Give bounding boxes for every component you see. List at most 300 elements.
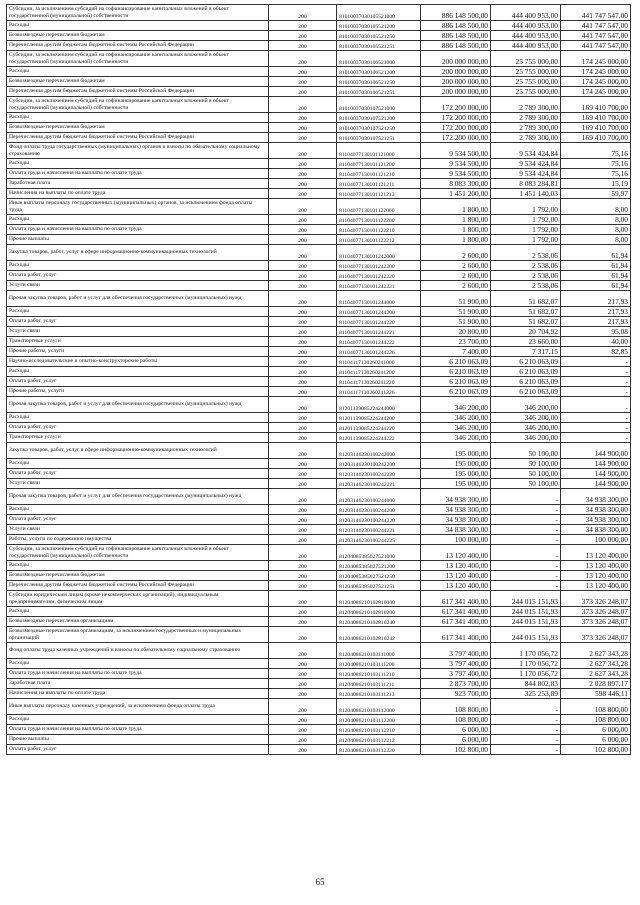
row-name-cell: Расходы — [7, 261, 269, 271]
line-code-cell: 200 — [269, 337, 337, 347]
row-name-cell: Субсидии, за исключением субсидий на софинансирование капитальных вложений в объект государственной (муниципальной) собственности — [7, 51, 269, 67]
budget-code-cell: 81104077130101121000 — [337, 143, 421, 159]
executed-amount-cell: 444 400 953,00 — [491, 41, 561, 51]
approved-amount-cell: 108 800,00 — [421, 699, 491, 715]
executed-amount-cell: - — [491, 735, 561, 745]
table-row — [7, 5, 631, 21]
line-code-cell: 200 — [269, 627, 337, 643]
document-page — [6, 4, 630, 755]
budget-code-cell: 81010037030107521000 — [337, 97, 421, 113]
unexecuted-amount-cell: - — [561, 433, 631, 443]
line-code-cell: 200 — [269, 347, 337, 357]
line-code-cell: 200 — [269, 215, 337, 225]
row-name-cell: Услуги связи — [7, 479, 269, 489]
table-row — [7, 215, 631, 225]
executed-amount-cell: 50 100,00 — [491, 459, 561, 469]
unexecuted-amount-cell: 34 938 300,00 — [561, 489, 631, 505]
table-row — [7, 433, 631, 443]
unexecuted-amount-cell: - — [561, 357, 631, 367]
line-code-cell: 200 — [269, 505, 337, 515]
executed-amount-cell: 444 400 953,00 — [491, 31, 561, 41]
executed-amount-cell: 2 789 300,00 — [491, 113, 561, 123]
unexecuted-amount-cell: 95,08 — [561, 327, 631, 337]
budget-code-cell: 81203146230100244221 — [337, 525, 421, 535]
approved-amount-cell: 195 000,00 — [421, 443, 491, 459]
line-code-cell: 200 — [269, 261, 337, 271]
budget-code-cell: 81104117130260241200 — [337, 367, 421, 377]
unexecuted-amount-cell: - — [561, 423, 631, 433]
executed-amount-cell: 346 200,00 — [491, 413, 561, 423]
row-name-cell: Перечисления другим бюджетам бюджетной системы Российской Федерации — [7, 41, 269, 51]
budget-code-cell: 81203146230100242221 — [337, 479, 421, 489]
line-code-cell: 200 — [269, 607, 337, 617]
line-code-cell: 200 — [269, 245, 337, 261]
row-name-cell: Расходы — [7, 659, 269, 669]
executed-amount-cell: 6 210 063,09 — [491, 377, 561, 387]
executed-amount-cell: 2 789 300,00 — [491, 123, 561, 133]
table-row — [7, 123, 631, 133]
executed-amount-cell: - — [491, 745, 561, 755]
budget-code-cell: 81204086210102810000 — [337, 591, 421, 607]
row-name-cell: Расходы — [7, 21, 269, 31]
approved-amount-cell: 6 210 063,09 — [421, 357, 491, 367]
budget-code-cell: 81104077130101121213 — [337, 189, 421, 199]
budget-code-cell: 81010037030107521251 — [337, 133, 421, 143]
table-row — [7, 561, 631, 571]
budget-code-cell: 81204086210103111000 — [337, 643, 421, 659]
approved-amount-cell: 1 451 200,00 — [421, 189, 491, 199]
unexecuted-amount-cell: 75,16 — [561, 169, 631, 179]
executed-amount-cell: - — [491, 715, 561, 725]
unexecuted-amount-cell: 102 800,00 — [561, 745, 631, 755]
budget-code-cell: 81201139085224244200 — [337, 413, 421, 423]
approved-amount-cell: 2 600,00 — [421, 261, 491, 271]
table-row — [7, 443, 631, 459]
budget-code-cell: 81203146230100242000 — [337, 443, 421, 459]
line-code-cell: 200 — [269, 97, 337, 113]
budget-code-cell: 81104077130101244222 — [337, 337, 421, 347]
approved-amount-cell: 13 120 400,00 — [421, 581, 491, 591]
unexecuted-amount-cell: 34 938 300,00 — [561, 515, 631, 525]
unexecuted-amount-cell: 144 900,00 — [561, 479, 631, 489]
line-code-cell: 200 — [269, 535, 337, 545]
table-row — [7, 397, 631, 413]
budget-code-cell: 81104077130101244226 — [337, 347, 421, 357]
executed-amount-cell: 20 704,92 — [491, 327, 561, 337]
line-code-cell: 200 — [269, 179, 337, 189]
table-row — [7, 535, 631, 545]
approved-amount-cell: 34 938 300,00 — [421, 489, 491, 505]
budget-code-cell: 81010037030106521251 — [337, 87, 421, 97]
approved-amount-cell: 172 200 000,00 — [421, 97, 491, 113]
budget-code-cell: 81204085385027521251 — [337, 581, 421, 591]
executed-amount-cell: 244 015 151,93 — [491, 591, 561, 607]
executed-amount-cell: 25 755 000,00 — [491, 67, 561, 77]
approved-amount-cell: 3 797 400,00 — [421, 659, 491, 669]
line-code-cell: 200 — [269, 271, 337, 281]
unexecuted-amount-cell: 174 245 000,00 — [561, 67, 631, 77]
unexecuted-amount-cell: 2 028 897,17 — [561, 679, 631, 689]
executed-amount-cell: - — [491, 525, 561, 535]
approved-amount-cell: 34 938 300,00 — [421, 505, 491, 515]
unexecuted-amount-cell: 15,19 — [561, 179, 631, 189]
row-name-cell: Безвозмездные перечисления организациям, за исключением государственных и муниципальных организаций — [7, 627, 269, 643]
table-row — [7, 505, 631, 515]
unexecuted-amount-cell: 6 000,00 — [561, 725, 631, 735]
line-code-cell: 200 — [269, 291, 337, 307]
table-row — [7, 387, 631, 397]
approved-amount-cell: 617 341 400,00 — [421, 607, 491, 617]
row-name-cell: Транспортные услуги — [7, 433, 269, 443]
unexecuted-amount-cell: - — [561, 387, 631, 397]
unexecuted-amount-cell: 2 627 343,28 — [561, 643, 631, 659]
approved-amount-cell: 2 600,00 — [421, 271, 491, 281]
line-code-cell: 200 — [269, 41, 337, 51]
executed-amount-cell: 51 682,07 — [491, 291, 561, 307]
row-name-cell: Прочие выплаты — [7, 735, 269, 745]
executed-amount-cell: 50 100,00 — [491, 479, 561, 489]
line-code-cell: 200 — [269, 561, 337, 571]
budget-code-cell: 81104077130101122000 — [337, 199, 421, 215]
executed-amount-cell: - — [491, 489, 561, 505]
approved-amount-cell: 6 000,00 — [421, 725, 491, 735]
unexecuted-amount-cell: 8,00 — [561, 235, 631, 245]
unexecuted-amount-cell: - — [561, 397, 631, 413]
budget-code-cell: 81203146230100242200 — [337, 459, 421, 469]
executed-amount-cell: 244 015 151,93 — [491, 617, 561, 627]
row-name-cell: Закупка товаров, работ, услуг в сфере информационно-коммуникационных технологий — [7, 443, 269, 459]
row-name-cell: Субсидии юридическим лицам (кроме некоммерческих организаций), индивидуальным предпринимателям, физическим лицам — [7, 591, 269, 607]
row-name-cell: Расходы — [7, 459, 269, 469]
row-name-cell: Субсидии, за исключением субсидий на софинансирование капитальных вложений в объект государственной (муниципальной) собственности — [7, 545, 269, 561]
budget-code-cell: 81203146230100244220 — [337, 515, 421, 525]
executed-amount-cell: 25 755 000,00 — [491, 51, 561, 67]
approved-amount-cell: 200 000 000,00 — [421, 77, 491, 87]
executed-amount-cell: - — [491, 545, 561, 561]
row-name-cell: Расходы — [7, 215, 269, 225]
approved-amount-cell: 923 700,00 — [421, 689, 491, 699]
row-name-cell: Оплата работ, услуг — [7, 317, 269, 327]
table-row — [7, 41, 631, 51]
unexecuted-amount-cell: 174 245 000,00 — [561, 87, 631, 97]
table-row — [7, 581, 631, 591]
unexecuted-amount-cell: 373 326 248,07 — [561, 627, 631, 643]
approved-amount-cell: 7 400,00 — [421, 347, 491, 357]
budget-code-cell: 81204086210103111210 — [337, 669, 421, 679]
approved-amount-cell: 6 210 063,09 — [421, 377, 491, 387]
table-row — [7, 367, 631, 377]
table-row — [7, 291, 631, 307]
line-code-cell: 200 — [269, 367, 337, 377]
budget-code-cell: 81204086210103111211 — [337, 679, 421, 689]
unexecuted-amount-cell: 217,93 — [561, 317, 631, 327]
line-code-cell: 200 — [269, 745, 337, 755]
row-name-cell: Оплата работ, услуг — [7, 423, 269, 433]
row-name-cell: Услуги связи — [7, 525, 269, 535]
table-row — [7, 281, 631, 291]
table-row — [7, 271, 631, 281]
budget-code-cell: 81104077130101242221 — [337, 281, 421, 291]
executed-amount-cell: 2 538,06 — [491, 245, 561, 261]
approved-amount-cell: 100 000,00 — [421, 535, 491, 545]
table-row — [7, 67, 631, 77]
budget-code-cell: 81203146230100244200 — [337, 505, 421, 515]
unexecuted-amount-cell: 13 120 400,00 — [561, 545, 631, 561]
approved-amount-cell: 886 148 500,00 — [421, 5, 491, 21]
table-row — [7, 113, 631, 123]
executed-amount-cell: 2 538,06 — [491, 261, 561, 271]
row-name-cell: Безвозмездные перечисления бюджетам — [7, 31, 269, 41]
executed-amount-cell: 50 100,00 — [491, 443, 561, 459]
executed-amount-cell: 9 534 424,84 — [491, 169, 561, 179]
table-row — [7, 235, 631, 245]
approved-amount-cell: 200 000 000,00 — [421, 67, 491, 77]
unexecuted-amount-cell: - — [561, 367, 631, 377]
row-name-cell: Заработная плата — [7, 679, 269, 689]
row-name-cell: Расходы — [7, 367, 269, 377]
approved-amount-cell: 108 800,00 — [421, 715, 491, 725]
unexecuted-amount-cell: 61,94 — [561, 245, 631, 261]
table-row — [7, 545, 631, 561]
approved-amount-cell: 9 534 500,00 — [421, 143, 491, 159]
approved-amount-cell: 51 900,00 — [421, 307, 491, 317]
executed-amount-cell: 2 789 300,00 — [491, 97, 561, 113]
line-code-cell: 200 — [269, 545, 337, 561]
unexecuted-amount-cell: 2 627 343,28 — [561, 659, 631, 669]
unexecuted-amount-cell: 75,16 — [561, 159, 631, 169]
budget-code-cell: 81104077130101244221 — [337, 327, 421, 337]
unexecuted-amount-cell: 61,94 — [561, 271, 631, 281]
line-code-cell: 200 — [269, 423, 337, 433]
table-row — [7, 189, 631, 199]
row-name-cell: Расходы — [7, 607, 269, 617]
approved-amount-cell: 2 600,00 — [421, 281, 491, 291]
table-row — [7, 357, 631, 367]
approved-amount-cell: 13 120 400,00 — [421, 545, 491, 561]
table-row — [7, 699, 631, 715]
executed-amount-cell: 50 100,00 — [491, 469, 561, 479]
budget-code-cell: 81010037030107521250 — [337, 123, 421, 133]
approved-amount-cell: 1 800,00 — [421, 235, 491, 245]
approved-amount-cell: 3 797 400,00 — [421, 669, 491, 679]
executed-amount-cell: 1 170 056,72 — [491, 643, 561, 659]
table-row — [7, 627, 631, 643]
executed-amount-cell: 6 210 063,09 — [491, 367, 561, 377]
table-row — [7, 735, 631, 745]
executed-amount-cell: - — [491, 515, 561, 525]
row-name-cell: Субсидии, за исключением субсидий на софинансирование капитальных вложений в объект государственной (муниципальной) собственности — [7, 5, 269, 21]
executed-amount-cell: - — [491, 561, 561, 571]
table-row — [7, 245, 631, 261]
budget-code-cell: 81203146230100242220 — [337, 469, 421, 479]
unexecuted-amount-cell: 373 326 248,07 — [561, 607, 631, 617]
table-row — [7, 143, 631, 159]
table-row — [7, 617, 631, 627]
row-name-cell: Иные выплаты персоналу казенных учреждений, за исключением фонда оплаты труда — [7, 699, 269, 715]
row-name-cell: Прочая закупка товаров, работ и услуг для обеспечения государственных (муниципальных) нужд — [7, 291, 269, 307]
approved-amount-cell: 1 800,00 — [421, 199, 491, 215]
unexecuted-amount-cell: 108 800,00 — [561, 699, 631, 715]
executed-amount-cell: 1 792,00 — [491, 215, 561, 225]
budget-code-cell: 81104117130260241000 — [337, 357, 421, 367]
row-name-cell: Услуги связи — [7, 281, 269, 291]
approved-amount-cell: 3 797 400,00 — [421, 643, 491, 659]
table-row — [7, 77, 631, 87]
line-code-cell: 200 — [269, 433, 337, 443]
budget-code-cell: 81203146230100244000 — [337, 489, 421, 505]
approved-amount-cell: 51 900,00 — [421, 291, 491, 307]
row-name-cell: Начисления на выплаты по оплате труда — [7, 189, 269, 199]
line-code-cell: 200 — [269, 571, 337, 581]
page-number: 65 — [315, 877, 325, 887]
budget-code-cell: 81104077130101244220 — [337, 317, 421, 327]
row-name-cell: Прочие работы, услуги — [7, 347, 269, 357]
table-row — [7, 515, 631, 525]
row-name-cell: Заработная плата — [7, 179, 269, 189]
table-row — [7, 225, 631, 235]
line-code-cell: 200 — [269, 31, 337, 41]
table-row — [7, 689, 631, 699]
line-code-cell: 200 — [269, 387, 337, 397]
approved-amount-cell: 51 900,00 — [421, 317, 491, 327]
line-code-cell: 200 — [269, 679, 337, 689]
row-name-cell: Оплата труда и начисления на выплаты по оплате труда — [7, 669, 269, 679]
unexecuted-amount-cell: 174 245 000,00 — [561, 77, 631, 87]
unexecuted-amount-cell: 13 120 400,00 — [561, 571, 631, 581]
unexecuted-amount-cell: 8,00 — [561, 225, 631, 235]
approved-amount-cell: 13 120 400,00 — [421, 571, 491, 581]
line-code-cell: 200 — [269, 699, 337, 715]
unexecuted-amount-cell: 217,93 — [561, 307, 631, 317]
row-name-cell: Безвозмездные перечисления организациям — [7, 617, 269, 627]
line-code-cell: 200 — [269, 659, 337, 669]
unexecuted-amount-cell: 174 245 000,00 — [561, 51, 631, 67]
row-name-cell: Расходы — [7, 307, 269, 317]
row-name-cell: Прочая закупка товаров, работ и услуг для обеспечения государственных (муниципальных) нужд — [7, 489, 269, 505]
budget-code-cell: 81104077130101122210 — [337, 225, 421, 235]
line-code-cell: 200 — [269, 357, 337, 367]
approved-amount-cell: 1 800,00 — [421, 225, 491, 235]
table-row — [7, 87, 631, 97]
executed-amount-cell: 244 015 151,93 — [491, 607, 561, 617]
row-name-cell: Иные выплаты персоналу государственных (муниципальных) органов, за исключением фонда оплаты труда — [7, 199, 269, 215]
line-code-cell: 200 — [269, 199, 337, 215]
approved-amount-cell: 9 534 500,00 — [421, 159, 491, 169]
executed-amount-cell: 2 789 300,00 — [491, 133, 561, 143]
executed-amount-cell: 7 317,15 — [491, 347, 561, 357]
unexecuted-amount-cell: 2 627 343,28 — [561, 669, 631, 679]
budget-code-cell: 81204086210103111200 — [337, 659, 421, 669]
table-row — [7, 21, 631, 31]
unexecuted-amount-cell: 34 838 300,00 — [561, 525, 631, 535]
executed-amount-cell: 444 400 953,00 — [491, 5, 561, 21]
budget-code-cell: 81104077130101242200 — [337, 261, 421, 271]
row-name-cell: Оплата труда и начисления на выплаты по оплате труда — [7, 225, 269, 235]
line-code-cell: 200 — [269, 469, 337, 479]
budget-code-cell: 81104077130101242220 — [337, 271, 421, 281]
executed-amount-cell: 325 253,89 — [491, 689, 561, 699]
executed-amount-cell: 346 200,00 — [491, 433, 561, 443]
executed-amount-cell: - — [491, 581, 561, 591]
line-code-cell: 200 — [269, 77, 337, 87]
table-row — [7, 31, 631, 41]
approved-amount-cell: 195 000,00 — [421, 459, 491, 469]
executed-amount-cell: 23 660,00 — [491, 337, 561, 347]
executed-amount-cell: 1 792,00 — [491, 235, 561, 245]
approved-amount-cell: 20 800,00 — [421, 327, 491, 337]
approved-amount-cell: 172 200 000,00 — [421, 113, 491, 123]
table-row — [7, 347, 631, 357]
line-code-cell: 200 — [269, 51, 337, 67]
line-code-cell: 200 — [269, 459, 337, 469]
budget-code-cell: 81104077130101121210 — [337, 169, 421, 179]
table-row — [7, 715, 631, 725]
row-name-cell: Услуги связи — [7, 327, 269, 337]
approved-amount-cell: 200 000 000,00 — [421, 87, 491, 97]
line-code-cell: 200 — [269, 67, 337, 77]
table-row — [7, 97, 631, 113]
line-code-cell: 200 — [269, 133, 337, 143]
budget-code-cell: 81010037030105521251 — [337, 41, 421, 51]
approved-amount-cell: 617 341 400,00 — [421, 627, 491, 643]
budget-code-cell: 81204086210102810242 — [337, 627, 421, 643]
executed-amount-cell: 346 200,00 — [491, 423, 561, 433]
unexecuted-amount-cell: 13 120 400,00 — [561, 561, 631, 571]
approved-amount-cell: 9 534 500,00 — [421, 169, 491, 179]
budget-code-cell: 81104117130260241226 — [337, 387, 421, 397]
approved-amount-cell: 34 838 300,00 — [421, 525, 491, 535]
executed-amount-cell: 51 682,07 — [491, 317, 561, 327]
executed-amount-cell: 2 538,06 — [491, 281, 561, 291]
row-name-cell: Перечисления другим бюджетам бюджетной системы Российской Федерации — [7, 87, 269, 97]
budget-code-cell: 81204085385027521000 — [337, 545, 421, 561]
table-row — [7, 643, 631, 659]
unexecuted-amount-cell: 169 410 700,00 — [561, 113, 631, 123]
approved-amount-cell: 886 148 500,00 — [421, 41, 491, 51]
unexecuted-amount-cell: 169 410 700,00 — [561, 97, 631, 113]
unexecuted-amount-cell: 441 747 547,00 — [561, 31, 631, 41]
budget-code-cell: 81104077130101121211 — [337, 179, 421, 189]
executed-amount-cell: - — [491, 699, 561, 715]
row-name-cell: Расходы — [7, 67, 269, 77]
row-name-cell: Безвозмездные перечисления бюджетам — [7, 571, 269, 581]
row-name-cell: Расходы — [7, 561, 269, 571]
unexecuted-amount-cell: 40,00 — [561, 337, 631, 347]
line-code-cell: 200 — [269, 327, 337, 337]
line-code-cell: 200 — [269, 113, 337, 123]
budget-execution-table — [6, 4, 631, 755]
table-row — [7, 459, 631, 469]
approved-amount-cell: 13 120 400,00 — [421, 561, 491, 571]
budget-code-cell: 81104077130101244000 — [337, 291, 421, 307]
executed-amount-cell: 1 170 056,72 — [491, 669, 561, 679]
table-row — [7, 423, 631, 433]
approved-amount-cell: 1 800,00 — [421, 215, 491, 225]
executed-amount-cell: 9 534 424,84 — [491, 143, 561, 159]
executed-amount-cell: 2 538,06 — [491, 271, 561, 281]
unexecuted-amount-cell: 598 446,11 — [561, 689, 631, 699]
approved-amount-cell: 617 341 400,00 — [421, 591, 491, 607]
unexecuted-amount-cell: 6 000,00 — [561, 735, 631, 745]
approved-amount-cell: 6 210 063,09 — [421, 387, 491, 397]
row-name-cell: Прочие выплаты — [7, 235, 269, 245]
unexecuted-amount-cell: 100 000,00 — [561, 535, 631, 545]
executed-amount-cell: 1 792,00 — [491, 199, 561, 215]
executed-amount-cell: 1 451 140,03 — [491, 189, 561, 199]
unexecuted-amount-cell: 8,00 — [561, 215, 631, 225]
line-code-cell: 200 — [269, 643, 337, 659]
budget-code-cell: 81203146230100244225 — [337, 535, 421, 545]
